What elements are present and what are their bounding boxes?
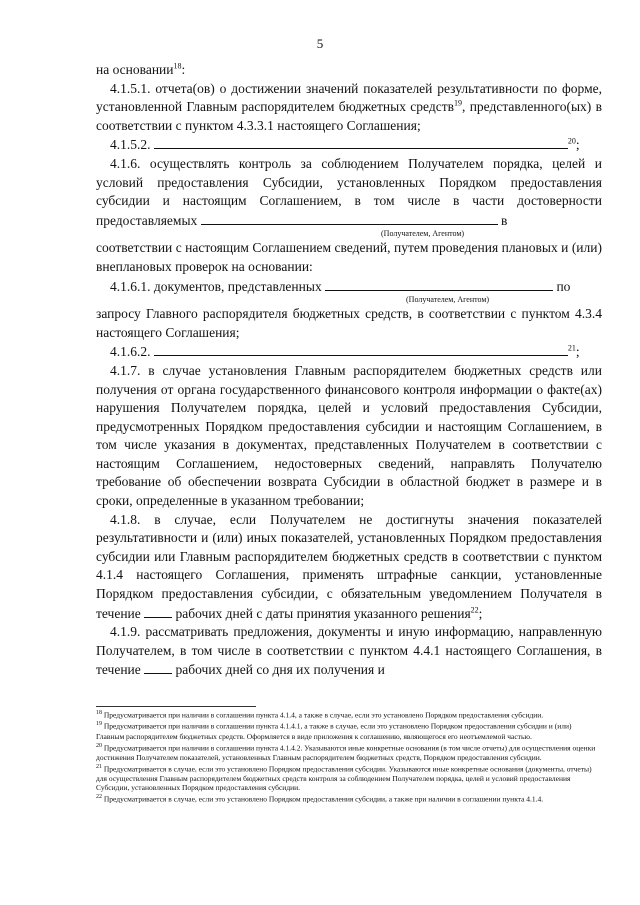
footnote-number: 20 bbox=[96, 742, 102, 749]
footnote-number: 19 bbox=[96, 721, 102, 728]
footnote bbox=[96, 763, 596, 793]
fill-in-blank bbox=[154, 342, 568, 356]
footnote-number: 22 bbox=[96, 794, 102, 801]
footnote bbox=[96, 742, 596, 763]
fill-in-blank bbox=[144, 660, 172, 674]
page-number: 5 bbox=[316, 36, 324, 51]
paragraph-text: на основании bbox=[96, 62, 174, 77]
footnote-ref: 22 bbox=[470, 605, 479, 615]
footnote-text: Предусматривается при наличии в соглашении пункта 4.1.4, а также в случае, если это установлено Порядком предоставления субсидии. bbox=[103, 710, 544, 720]
clause-4-1-7: 4.1.7. в случае установления Главным распорядителем бюджетных средств или получения от органа государственного финансового контроля информации о факте(ах) нарушения Получателем порядка, целей и условий предоставления Субсидии, предусмотренных Порядком предоставления субсидии и настоящим Соглашением, в том числе указания в документах, представленных Получателем в соответствии с настоящим Соглашением, недостоверных сведений, направлять Получателю требование об обеспечении возврата Субсидии в областной бюджет в размере и в сроки, определенные в указанном требовании; bbox=[96, 362, 602, 509]
clause-4-1-5-1 bbox=[96, 80, 602, 136]
agreement-body bbox=[96, 61, 602, 680]
footnote-text: Предусматривается в случае, если это установлено Порядком предоставления субсидии, а также при наличии в соглашении пункта 4.1.4. bbox=[103, 794, 544, 804]
footnote bbox=[96, 709, 596, 720]
footnote-ref: 20 bbox=[567, 136, 576, 146]
clause-tail: ; bbox=[478, 605, 483, 621]
footnote bbox=[96, 793, 596, 804]
clause-4-1-9 bbox=[96, 623, 602, 680]
clause-4-1-6-2 bbox=[96, 342, 602, 362]
clause-4-1-8 bbox=[96, 511, 602, 624]
footnote-separator bbox=[96, 706, 256, 707]
blank-caption: (Получателем, Агентом) bbox=[381, 229, 465, 239]
clause-tail: рабочих дней со дня их получения и bbox=[175, 662, 385, 678]
footnote-number: 18 bbox=[96, 710, 102, 716]
footnotes bbox=[96, 709, 596, 805]
blank-caption: (Получателем, Агентом) bbox=[406, 295, 490, 305]
clause-4-1-6 bbox=[96, 155, 602, 230]
footnote-ref: 18 bbox=[173, 61, 182, 71]
clause-text: 4.1.9. рассматривать предложения, документы и иную информацию, направленную Получателем, в том числе в соответствии с пунктом 4.4.1 настоящего Соглашения, в течение bbox=[96, 624, 602, 678]
clause-tail: ; bbox=[575, 137, 580, 153]
clause-4-1-6-continued: соответствии с настоящим Соглашением сведений, путем проведения плановых и (или) внеплановых проверок на основании: bbox=[96, 240, 602, 274]
clause-text: 4.1.6. осуществлять контроль за соблюдением Получателем порядка, целей и условий предоставления Субсидии, установленных Порядком предоставления субсидии и настоящим Соглашением, в том числе в части достоверности предоставляемых bbox=[96, 155, 602, 228]
clause-text: 4.1.8. в случае, если Получателем не достигнуты значения показателей результативности и (или) иных показателей, установленных Порядком предоставления субсидии или Главным распорядителем бюджетных средств в соответствии с пунктом 4.1.4 настоящего Соглашения, применять штрафные санкции, установленные Порядком предоставления субсидии, с обязательным уведомлением Получателя в течение bbox=[96, 511, 602, 621]
footnote-ref: 19 bbox=[454, 98, 462, 108]
clause-text: 4.1.6.1. документов, представленных bbox=[110, 278, 322, 294]
clause-tail: в bbox=[501, 212, 508, 228]
fill-in-blank bbox=[325, 277, 553, 291]
paragraph-tail: : bbox=[181, 62, 186, 77]
clause-label: 4.1.5.2. bbox=[110, 137, 151, 153]
footnote-number: 21 bbox=[96, 763, 102, 770]
footnote bbox=[96, 720, 596, 741]
footnote-text: Предусматривается при наличии в соглашении пункта 4.1.4.1, а также в случае, если это установлено Порядком предоставления субсидии и (или) Главным распорядителем бюджетных средств. Оформляется в виде приложения к соглашению, являющегося его неотъемлемой частью. bbox=[96, 721, 572, 741]
clause-4-1-6-1-continued: запросу Главного распорядителя бюджетных средств, в соответствии с пунктом 4.3.4 настоящего Соглашения; bbox=[96, 306, 602, 340]
footnote-ref: 21 bbox=[567, 343, 576, 353]
clause-label: 4.1.6.2. bbox=[110, 344, 151, 360]
clause-4-1-6-1 bbox=[96, 277, 602, 297]
clause-tail: ; bbox=[575, 344, 580, 360]
footnote-text: Предусматривается в случае, если это установлено Порядком предоставления субсидии. Указываются иные конкретные основания (документы, отчеты) для осуществления Главным распорядителем бюджетных средств контроля за соблюдением Получателем порядка, целей и условий предоставления Субсидии, установленных Порядком предоставления субсидии. bbox=[96, 764, 592, 793]
clause-tail: по bbox=[556, 278, 571, 294]
footnote-text: Предусматривается при наличии в соглашении пункта 4.1.4.2. Указываются иные конкретные основания (в том числе отчеты) для осуществления оценки достижения Получателем показателей, установленных Главным распорядителем бюджетных средств, Порядком предоставления субсидии. bbox=[96, 743, 596, 762]
clause-tail: , представленного(ых) в соответствии с пунктом 4.3.3.1 настоящего Соглашения; bbox=[96, 99, 602, 133]
paragraph-basis bbox=[96, 61, 602, 80]
fill-in-blank bbox=[154, 135, 568, 149]
clause-text-continued: рабочих дней с даты принятия указанного решения bbox=[175, 605, 471, 621]
clause-text: 4.1.5.1. отчета(ов) о достижении значений показателей результативности по форме, установленной Главным распорядителем бюджетных средств bbox=[96, 80, 602, 115]
clause-4-1-5-2 bbox=[96, 135, 602, 155]
fill-in-blank bbox=[144, 604, 172, 618]
fill-in-blank bbox=[201, 211, 498, 225]
